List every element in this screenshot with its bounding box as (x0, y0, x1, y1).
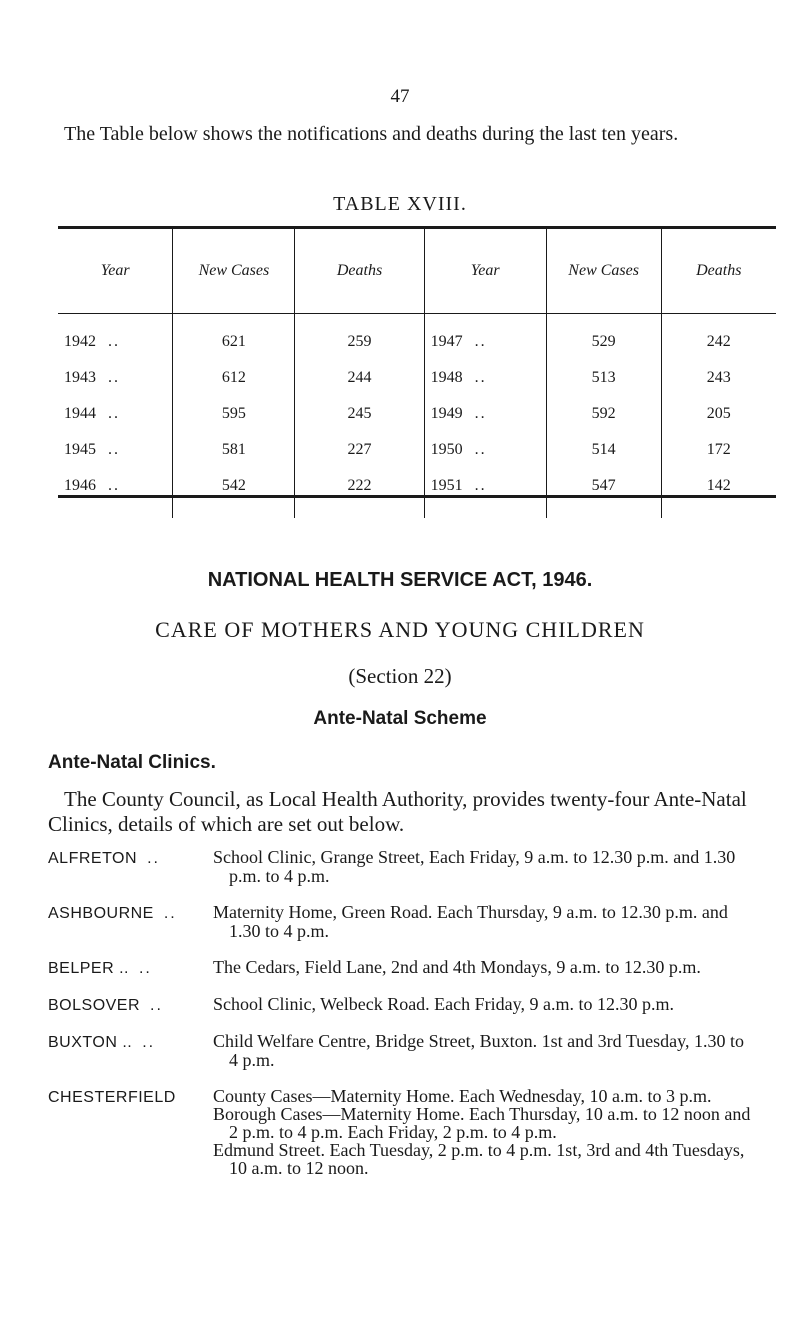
act-heading: NATIONAL HEALTH SERVICE ACT, 1946. (207, 569, 593, 591)
cell-year-left: 1946 .. (58, 468, 173, 518)
dot-leader: .. (474, 333, 487, 350)
header-year-right: Year (424, 229, 546, 314)
table-row (58, 396, 776, 432)
clinic-entry (48, 1032, 778, 1070)
clinic-town: BELPER .. .. (48, 960, 152, 977)
clinic-details (213, 848, 753, 886)
cell-deaths-left: 227 (295, 432, 424, 468)
table-body (58, 314, 776, 519)
header-year-left: Year (58, 229, 173, 314)
cell-cases-left: 542 (173, 468, 295, 518)
header-deaths-right: Deaths (661, 229, 776, 314)
cell-deaths-left: 244 (295, 360, 424, 396)
dot-leader: .. (147, 850, 160, 867)
cell-year-left: 1943 .. (58, 360, 173, 396)
clinic-detail-line: Child Welfare Centre, Bridge Street, Buxton. 1st and 3rd Tuesday, 1.30 to 4 p.m. (213, 1031, 744, 1070)
cell-deaths-right: 242 (706, 333, 731, 350)
cell-year-right: 1951 .. (424, 468, 546, 518)
scheme-heading: Ante-Natal Scheme (313, 708, 487, 729)
clinic-town: BOLSOVER .. (48, 997, 163, 1014)
clinic-entry (48, 958, 778, 978)
cell-year-right: 1949 .. (424, 396, 546, 432)
clinic-list (48, 848, 778, 1194)
clinic-town: BUXTON .. .. (48, 1034, 156, 1051)
section-reference: (Section 22) (348, 664, 452, 688)
clinic-detail-line: Maternity Home, Green Road. Each Thursday, 9 a.m. to 12.30 p.m. and 1.30 to 4 p.m. (213, 902, 728, 941)
header-cases-left: New Cases (173, 229, 295, 314)
clinic-details (213, 995, 753, 1015)
table-row (58, 468, 776, 518)
table-row (58, 432, 776, 468)
clinic-details (213, 958, 753, 978)
clinic-details (213, 1032, 753, 1070)
cell-deaths-left: 222 (295, 468, 424, 518)
clinic-detail-line: County Cases—Maternity Home. Each Wednesday, 10 a.m. to 3 p.m. (213, 1086, 712, 1106)
dot-leader: .. (142, 1034, 156, 1051)
dot-leader: .. (108, 369, 120, 386)
cell-year-right: 1948 .. (424, 360, 546, 396)
cell-cases-right: 592 (546, 396, 661, 432)
page-number: 47 (390, 86, 410, 107)
cell-deaths-left: 259 (295, 314, 424, 361)
clinic-detail-line: Borough Cases—Maternity Home. Each Thursday, 10 a.m. to 12 noon and 2 p.m. to 4 p.m. Each Friday, 2 p.m. to 4 p.m. (213, 1104, 751, 1142)
notifications-table (58, 226, 776, 498)
clinic-detail-line: School Clinic, Grange Street, Each Friday, 9 a.m. to 12.30 p.m. and 1.30 p.m. to 4 p.m. (213, 847, 736, 886)
clinic-detail-line: School Clinic, Welbeck Road. Each Friday, 9 a.m. to 12.30 p.m. (213, 994, 674, 1014)
cell-cases-left: 595 (173, 396, 295, 432)
cell-year-right: 1950 .. (424, 432, 546, 468)
cell-deaths-right: 172 (706, 441, 731, 458)
clinic-details (213, 1087, 753, 1177)
clinic-entry (48, 995, 778, 1015)
cell-cases-left: 612 (173, 360, 295, 396)
cell-cases-right: 529 (546, 314, 661, 361)
care-heading: CARE OF MOTHERS AND YOUNG CHILDREN (155, 617, 645, 642)
cell-cases-left: 621 (173, 314, 295, 361)
clinic-entry (48, 903, 778, 941)
dot-leader: .. (108, 405, 120, 422)
cell-cases-left: 581 (173, 432, 295, 468)
clinic-detail-line: Edmund Street. Each Tuesday, 2 p.m. to 4 p.m. 1st, 3rd and 4th Tuesdays, 10 a.m. to 12 noon. (213, 1140, 745, 1178)
cell-year-right: 1947 .. (424, 314, 546, 361)
table-title: TABLE XVIII. (333, 193, 467, 215)
cell-cases-right: 513 (546, 360, 661, 396)
table-row (58, 360, 776, 396)
clinics-heading: Ante-Natal Clinics. (48, 752, 216, 773)
clinic-details (213, 903, 753, 941)
dot-leader: .. (108, 477, 120, 494)
cell-deaths-left: 245 (295, 396, 424, 432)
clinic-town: ASHBOURNE .. (48, 905, 177, 922)
cell-deaths-right: 142 (706, 477, 731, 494)
cell-year-left: 1942 .. (58, 314, 173, 361)
dot-leader: .. (150, 997, 163, 1014)
dot-leader: .. (138, 960, 152, 977)
cell-deaths-right: 243 (706, 369, 731, 386)
dot-leader: .. (474, 369, 487, 386)
clinic-entry (48, 1087, 778, 1177)
clinic-town: ALFRETON .. (48, 850, 160, 867)
clinics-intro-paragraph: The County Council, as Local Health Authority, provides twenty-four Ante-Natal Clinics, details of which are set out below. (48, 787, 747, 836)
cell-cases-right: 547 (546, 468, 661, 518)
table-row (58, 314, 776, 361)
dot-leader: .. (108, 441, 120, 458)
dot-leader: .. (474, 441, 487, 458)
clinic-detail-line: The Cedars, Field Lane, 2nd and 4th Mondays, 9 a.m. to 12.30 p.m. (213, 957, 701, 977)
dot-leader: .. (108, 333, 120, 350)
dot-leader: .. (474, 405, 487, 422)
cell-deaths-right: 205 (706, 405, 731, 422)
cell-year-left: 1945 .. (58, 432, 173, 468)
header-deaths-left: Deaths (295, 229, 424, 314)
intro-paragraph: The Table below shows the notifications and deaths during the last ten years. (64, 123, 679, 145)
table-header-row (58, 229, 776, 314)
header-cases-right: New Cases (546, 229, 661, 314)
dot-leader: .. (474, 477, 487, 494)
dot-leader: .. (163, 905, 177, 922)
cell-cases-right: 514 (546, 432, 661, 468)
cell-year-left: 1944 .. (58, 396, 173, 432)
clinic-entry (48, 848, 778, 886)
clinic-town: CHESTERFIELD (48, 1089, 176, 1106)
